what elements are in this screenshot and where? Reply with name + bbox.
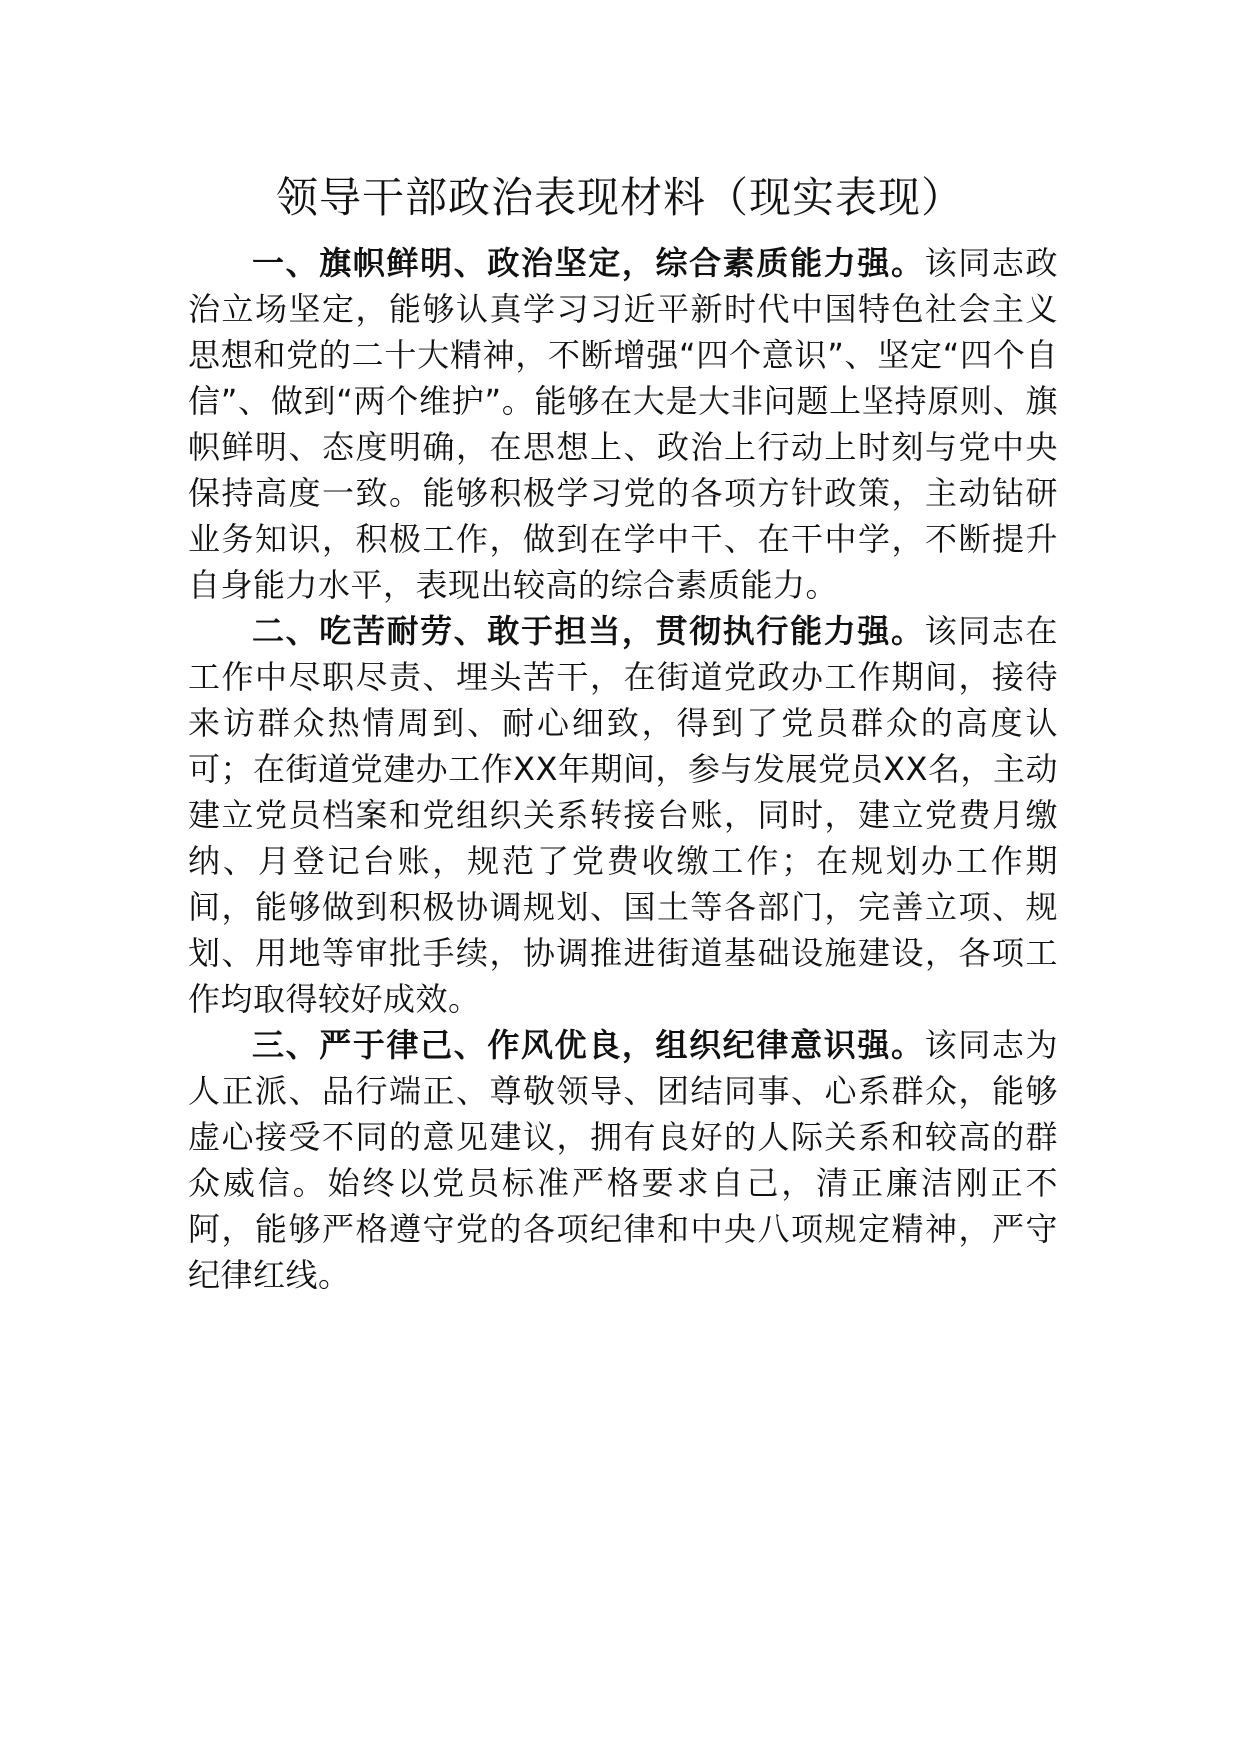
paragraph-2-heading: 二、吃苦耐劳、敢于担当，贯彻执行能力强。 (252, 612, 925, 650)
paragraph-1-text: 该同志政治立场坚定，能够认真学习习近平新时代中国特色社会主义思想和党的二十大精神，不断增强“四个意识”、坚定“四个自信”、做到“两个维护”。能够在大是大非问题上坚持原则、旗帜鲜明、态度明确，在思想上、政治上行动上时刻与党中央保持高度一致。能够积极学习党的各项方针政策，主动钻研业务知识，积极工作，做到在学中干、在干中学，不断提升自身能力水平，表现出较高的综合素质能力。 (188, 244, 1058, 604)
paragraph-3 (188, 1022, 1058, 1298)
paragraph-2-text: 该同志在工作中尽职尽责、埋头苦干，在街道党政办工作期间，接待来访群众热情周到、耐心细致，得到了党员群众的高度认可；在街道党建办工作XX年期间，参与发展党员XX名，主动建立党员档案和党组织关系转接台账，同时，建立党费月缴纳、月登记台账，规范了党费收缴工作；在规划办工作期间，能够做到积极协调规划、国土等各部门，完善立项、规划、用地等审批手续，协调推进街道基础设施建设，各项工作均取得较好成效。 (188, 612, 1058, 1018)
document-title: 领导干部政治表现材料（现实表现） (275, 173, 964, 222)
paragraph-2 (188, 608, 1058, 1022)
paragraph-3-heading: 三、严于律己、作风优良，组织纪律意识强。 (252, 1026, 925, 1064)
paragraph-1-heading: 一、旗帜鲜明、政治坚定，综合素质能力强。 (252, 244, 925, 282)
document-body (188, 240, 1058, 1298)
paragraph-1 (188, 240, 1058, 608)
paragraph-3-text: 该同志为人正派、品行端正、尊敬领导、团结同事、心系群众，能够虚心接受不同的意见建议，拥有良好的人际关系和较高的群众威信。始终以党员标准严格要求自己，清正廉洁刚正不阿，能够严格遵守党的各项纪律和中央八项规定精神，严守纪律红线。 (188, 1026, 1058, 1294)
